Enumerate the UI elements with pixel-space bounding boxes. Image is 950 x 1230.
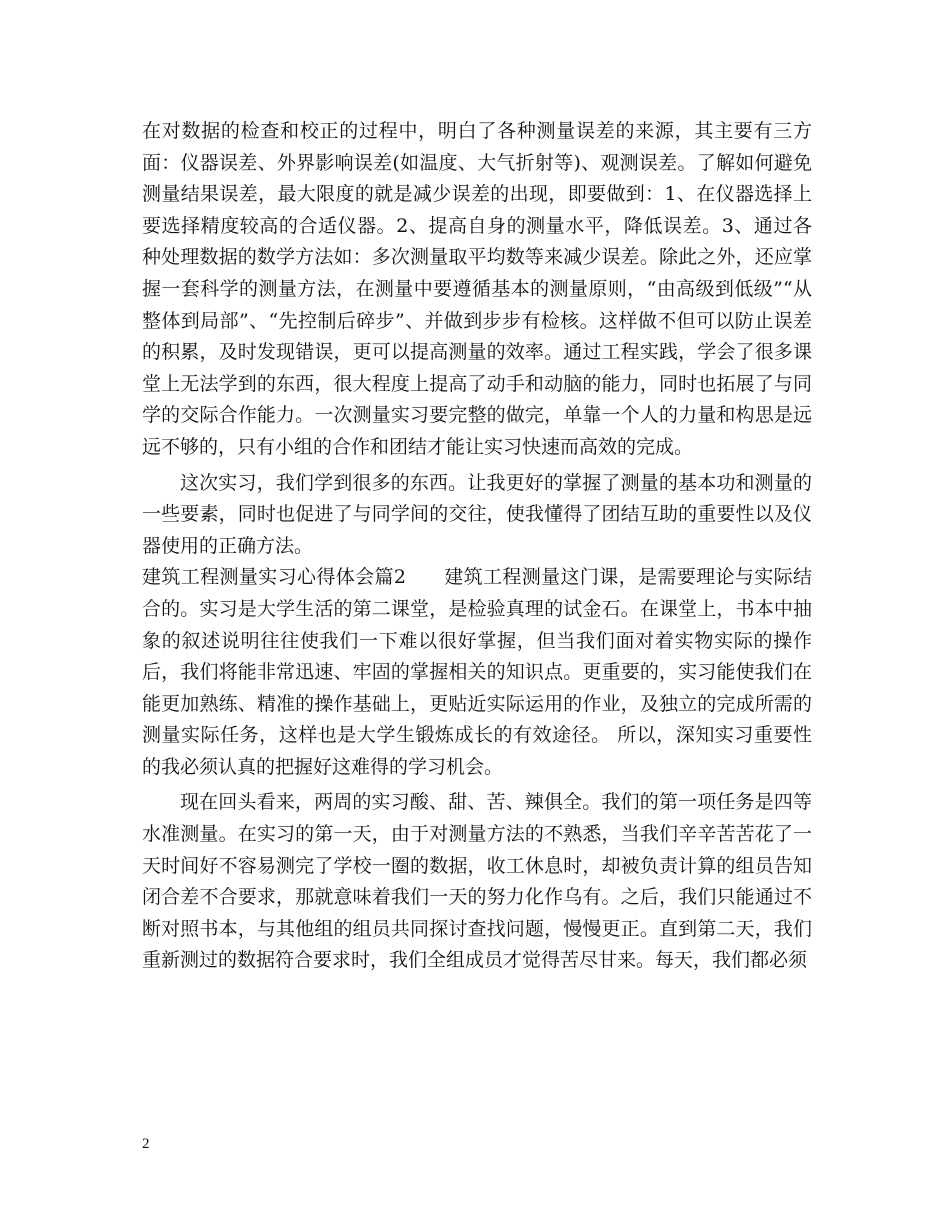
section-intro-text: 建筑工程测量这门课，是需要理论与实际结合的。实习是大学生活的第二课堂，是检验真理的试金石。在课堂上，书本中抽象的叙述说明往往使我们一下难以很好掌握，但当我们面对着实物实际的操作后，我们将能非常迅速、牢固的掌握相关的知识点。更重要的，实习能使我们在能更加熟练、精准的操作基础上，更贴近实际运用的作业，及独立的完成所需的测量实际任务，这样也是大学生锻炼成长的有效途径。 所以，深知实习重要性的我必须认真的把握好这难得的学习机会。 — [142, 566, 812, 778]
paragraph-internship-summary: 这次实习，我们学到很多的东西。让我更好的掌握了测量的基本功和测量的一些要素，同时也促进了与同学间的交往，使我懂得了团结互助的重要性以及仪器使用的正确方法。 — [142, 471, 812, 557]
document-body — [142, 116, 812, 977]
paragraph-two-weeks: 现在回头看来，两周的实习酸、甜、苦、辣俱全。我们的第一项任务是四等水准测量。在实习的第一天，由于对测量方法的不熟悉，当我们辛辛苦苦花了一天时间好不容易测完了学校一圈的数据，收工休息时，却被负责计算的组员告知闭合差不合要求，那就意味着我们一天的努力化作乌有。之后，我们只能通过不断对照书本，与其他组的组员共同探讨查找问题，慢慢更正。直到第二天，我们重新测过的数据符合要求时，我们全组成员才觉得苦尽甘来。每天，我们都必须 — [142, 791, 812, 972]
section-article-2 — [142, 562, 812, 783]
page-number: 2 — [142, 1136, 150, 1152]
paragraph-error-sources: 在对数据的检查和校正的过程中，明白了各种测量误差的来源，其主要有三方面：仪器误差、外界影响误差(如温度、大气折射等)、观测误差。了解如何避免测量结果误差，最大限度的就是减少误差的出现，即要做到：1、在仪器选择上要选择精度较高的合适仪器。2、提高自身的测量水平，降低误差。3、通过各种处理数据的数学方法如：多次测量取平均数等来减少误差。除此之外，还应掌握一套科学的测量方法，在测量中要遵循基本的测量原则，“由高级到低级”“从整体到局部”、“先控制后碎步”、并做到步步有检核。这样做不但可以防止误差的积累，及时发现错误，更可以提高测量的效率。通过工程实践，学会了很多课堂上无法学到的东西，很大程度上提高了动手和动脑的能力，同时也拓展了与同学的交际合作能力。一次测量实习要完整的做完，单靠一个人的力量和构思是远远不够的，只有小组的合作和团结才能让实习快速而高效的完成。 — [142, 120, 812, 458]
section-heading: 建筑工程测量实习心得体会篇2 — [142, 566, 406, 589]
